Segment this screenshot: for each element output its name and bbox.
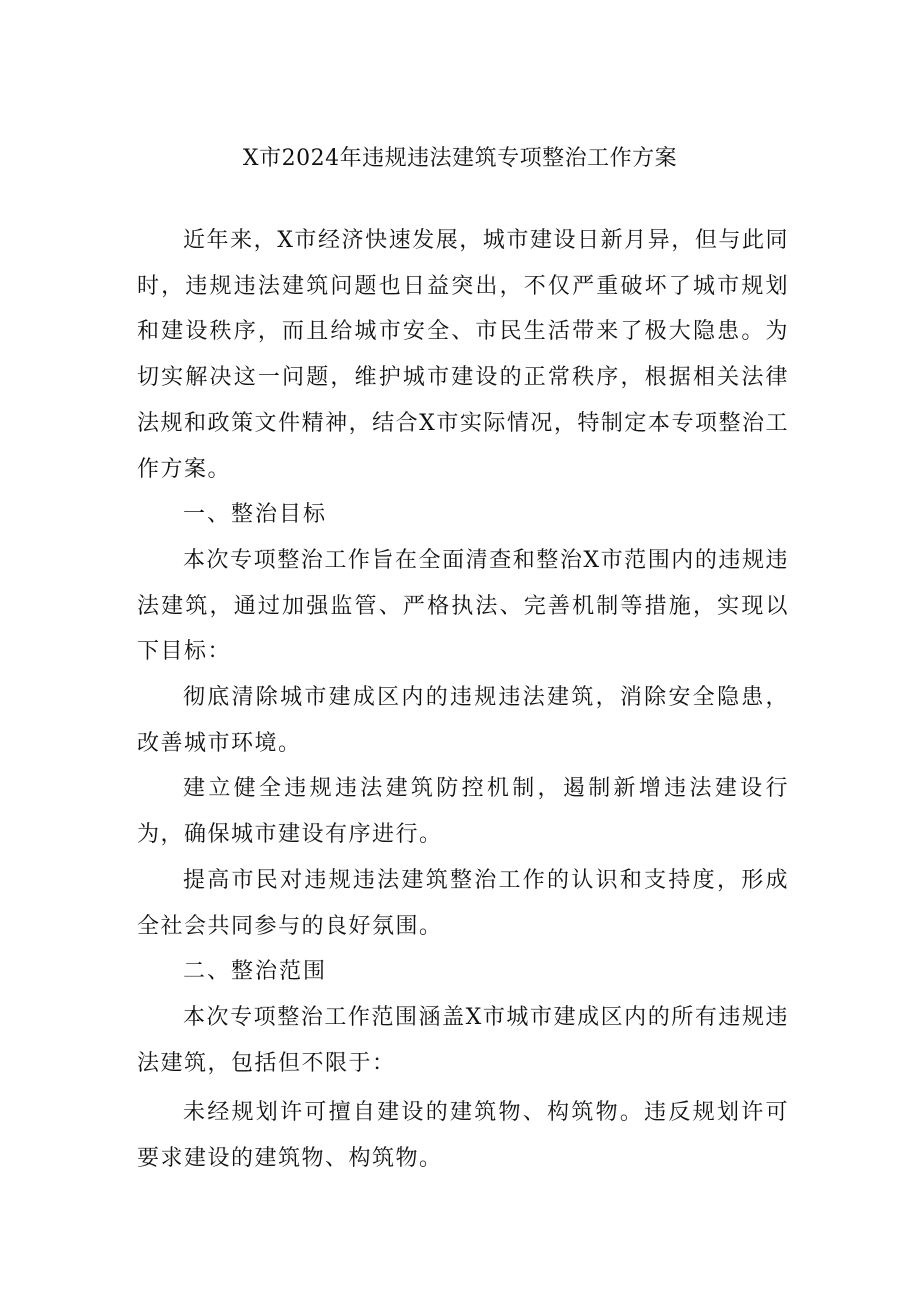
goal-item-paragraph: 提高市民对违规违法建筑整治工作的认识和支持度，形成全社会共同参与的良好氛围。 (137, 867, 789, 939)
goal-item-paragraph: 建立健全违规违法建筑防控机制，遏制新增违法建设行为，确保城市建设有序进行。 (137, 776, 789, 848)
goal-item-paragraph: 彻底清除城市建成区内的违规违法建筑，消除安全隐患，改善城市环境。 (137, 685, 789, 756)
section-heading-scope: 二、整治范围 (183, 959, 328, 985)
section-heading-goals: 一、整治目标 (183, 502, 328, 528)
intro-paragraph: 近年来，X市经济快速发展，城市建设日新月异，但与此同时，违规违法建筑问题也日益突出，不仅严重破坏了城市规划和建设秩序，而且给城市安全、市民生活带来了极大隐患。为切实解决这一问题，维护城市建设的正常秩序，根据相关法律法规和政策文件精神，结合X市实际情况，特制定本专项整治工作方案。 (137, 228, 789, 482)
scope-item-paragraph: 未经规划许可擅自建设的建筑物、构筑物。违反规划许可要求建设的建筑物、构筑物。 (137, 1100, 789, 1172)
document-body (137, 218, 789, 1182)
scope-intro-paragraph: 本次专项整治工作范围涵盖X市城市建成区内的所有违规违法建筑，包括但不限于： (137, 1004, 789, 1076)
document-title: X市2024年违规违法建筑专项整治工作方案 (242, 146, 678, 171)
goals-intro-paragraph: 本次专项整治工作旨在全面清查和整治X市范围内的违规违法建筑，通过加强监管、严格执法、完善机制等措施，实现以下目标： (137, 547, 789, 665)
